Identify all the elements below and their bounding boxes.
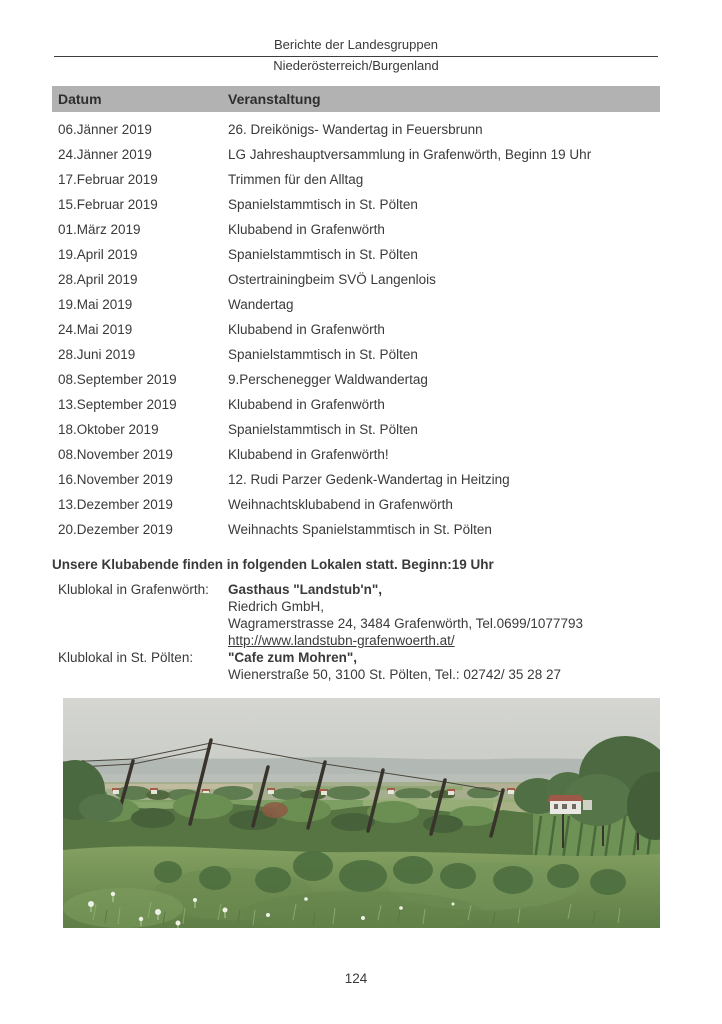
running-head-line2: Niederösterreich/Burgenland — [273, 58, 439, 73]
venue-address: Wienerstraße 50, 3100 St. Pölten, Tel.: 02742/ 35 28 27 — [228, 667, 561, 682]
table-row — [52, 117, 660, 142]
event-name: Spanielstammtisch in St. Pölten — [228, 347, 418, 362]
table-row — [52, 517, 660, 542]
event-name: Spanielstammtisch in St. Pölten — [228, 197, 418, 212]
event-date: 13.Dezember 2019 — [58, 497, 173, 512]
event-date: 19.April 2019 — [58, 247, 138, 262]
event-name: Weihnachts Spanielstammtisch in St. Pölten — [228, 522, 492, 537]
table-row — [52, 142, 660, 167]
table-row — [52, 217, 660, 242]
events-table-header — [52, 86, 660, 112]
club-evenings-intro: Unsere Klubabende finden in folgenden Lokalen statt. Beginn:19 Uhr — [52, 557, 494, 572]
venue-name: "Cafe zum Mohren", — [228, 650, 358, 665]
location-details — [228, 581, 660, 649]
event-date: 17.Februar 2019 — [58, 172, 158, 187]
event-date: 24.Jänner 2019 — [58, 147, 152, 162]
table-row — [52, 417, 660, 442]
event-name: Weihnachtsklubabend in Grafenwörth — [228, 497, 453, 512]
table-row — [52, 292, 660, 317]
column-header-datum: Datum — [58, 91, 102, 107]
page-number: 124 — [344, 971, 368, 986]
venue-name: Gasthaus "Landstub'n", — [228, 582, 383, 597]
event-date: 24.Mai 2019 — [58, 322, 133, 337]
event-name: Klubabend in Grafenwörth — [228, 222, 385, 237]
table-row — [52, 192, 660, 217]
table-row — [52, 167, 660, 192]
table-row — [52, 367, 660, 392]
event-name: Klubabend in Grafenwörth — [228, 322, 385, 337]
event-name: Wandertag — [228, 297, 294, 312]
event-date: 18.Oktober 2019 — [58, 422, 159, 437]
running-head-rule — [54, 56, 658, 57]
table-row — [52, 242, 660, 267]
location-details — [228, 649, 660, 683]
event-name: Spanielstammtisch in St. Pölten — [228, 422, 418, 437]
table-row — [52, 392, 660, 417]
event-date: 01.März 2019 — [58, 222, 141, 237]
event-date: 19.Mai 2019 — [58, 297, 133, 312]
event-date: 08.September 2019 — [58, 372, 177, 387]
event-date: 08.November 2019 — [58, 447, 173, 462]
event-name: 9.Perschenegger Waldwandertag — [228, 372, 428, 387]
location-entry-grafenwoerth — [52, 581, 660, 649]
table-row — [52, 342, 660, 367]
column-header-veranstaltung: Veranstaltung — [228, 91, 321, 107]
venue-website-link[interactable]: http://www.landstubn-grafenwoerth.at/ — [228, 633, 455, 648]
table-row — [52, 492, 660, 517]
event-name: 26. Dreikönigs- Wandertag in Feuersbrunn — [228, 122, 483, 137]
location-label: Klublokal in St. Pölten: — [58, 650, 194, 665]
location-entry-st-poelten — [52, 649, 660, 683]
event-date: 20.Dezember 2019 — [58, 522, 173, 537]
event-date: 28.April 2019 — [58, 272, 138, 287]
event-date: 28.Juni 2019 — [58, 347, 136, 362]
vineyard-photo — [63, 698, 660, 928]
table-row — [52, 317, 660, 342]
events-table-body — [52, 117, 660, 542]
event-date: 13.September 2019 — [58, 397, 177, 412]
event-date: 16.November 2019 — [58, 472, 173, 487]
table-row — [52, 467, 660, 492]
location-label: Klublokal in Grafenwörth: — [58, 582, 209, 597]
event-date: 15.Februar 2019 — [58, 197, 158, 212]
table-row — [52, 442, 660, 467]
event-date: 06.Jänner 2019 — [58, 122, 152, 137]
event-name: Spanielstammtisch in St. Pölten — [228, 247, 418, 262]
venue-company: Riedrich GmbH, — [228, 599, 325, 614]
event-name: Klubabend in Grafenwörth! — [228, 447, 389, 462]
event-name: 12. Rudi Parzer Gedenk-Wandertag in Heitzing — [228, 472, 510, 487]
event-name: Klubabend in Grafenwörth — [228, 397, 385, 412]
event-name: LG Jahreshauptversammlung in Grafenwörth, Beginn 19 Uhr — [228, 147, 592, 162]
event-name: Trimmen für den Alltag — [228, 172, 364, 187]
event-name: Ostertrainingbeim SVÖ Langenlois — [228, 272, 436, 287]
venue-address: Wagramerstrasse 24, 3484 Grafenwörth, Tel.0699/1077793 — [228, 616, 583, 631]
vineyard-photo-illustration — [63, 698, 660, 928]
running-head-line1: Berichte der Landesgruppen — [273, 37, 439, 52]
table-row — [52, 267, 660, 292]
